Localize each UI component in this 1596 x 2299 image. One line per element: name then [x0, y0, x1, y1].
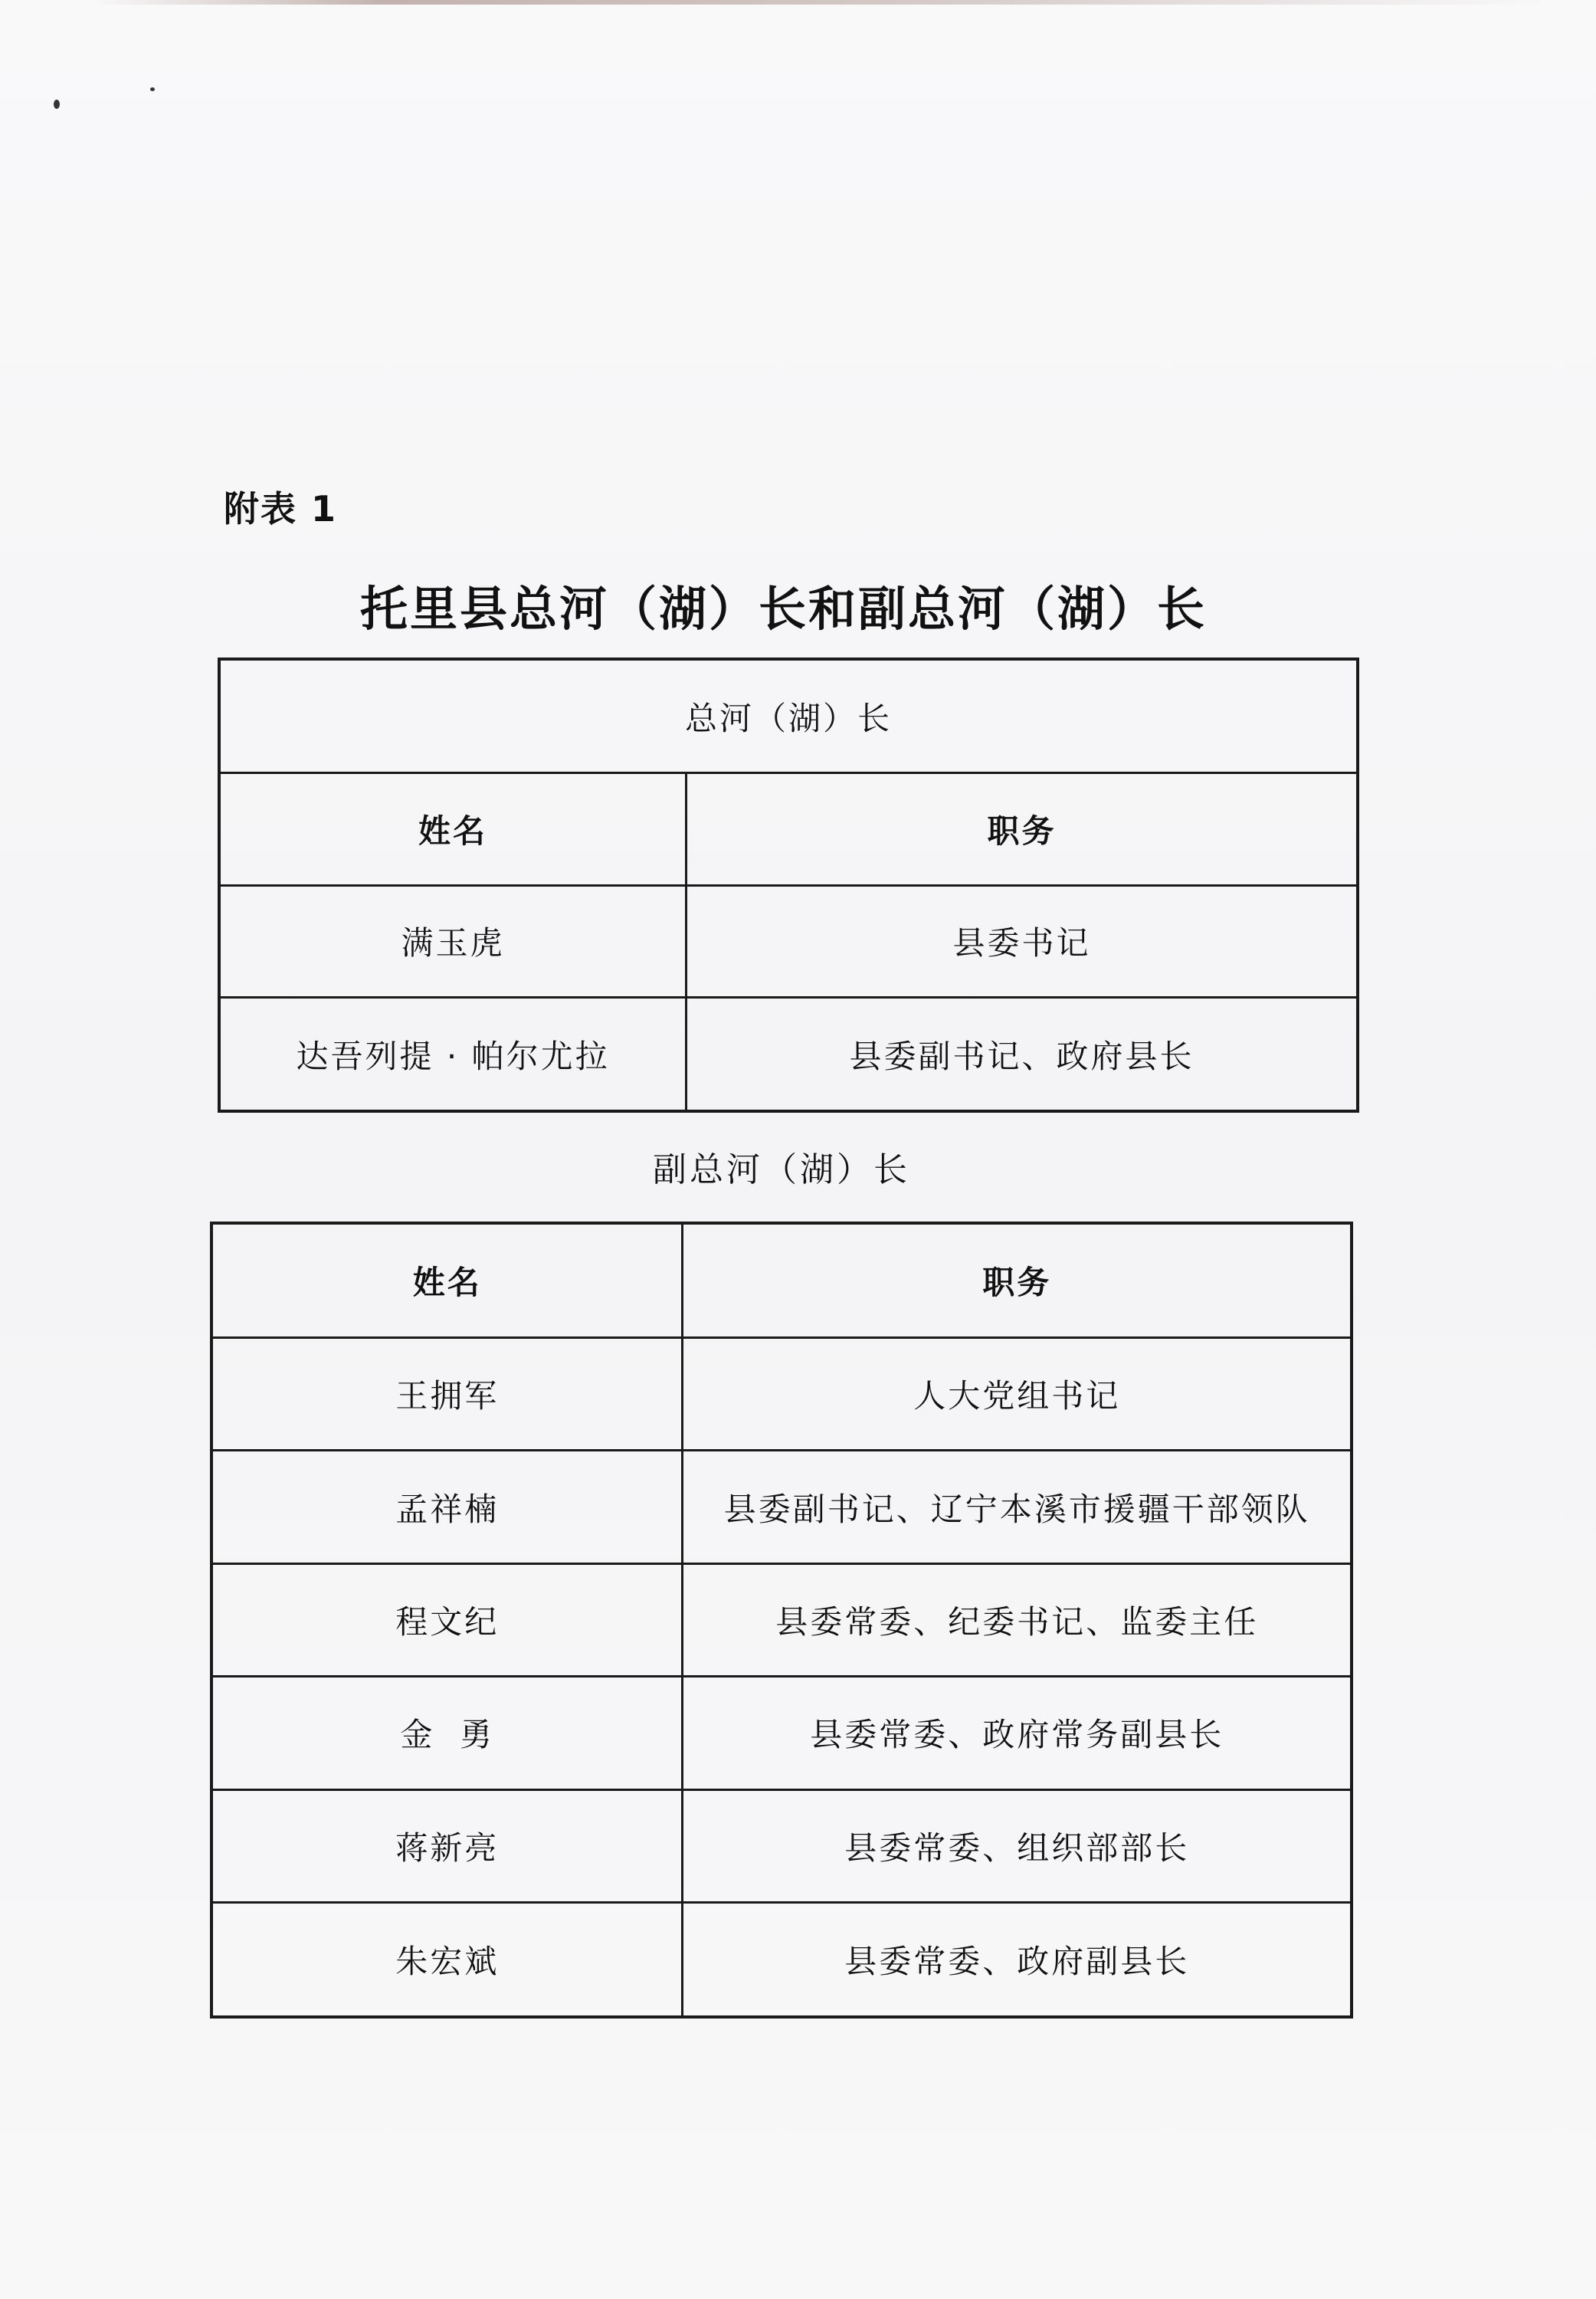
- attachment-label: 附表 1: [224, 488, 338, 530]
- name-cell: 程文纪: [213, 1563, 683, 1676]
- scan-speck: [150, 87, 155, 91]
- table-row: [213, 1451, 1350, 1563]
- name-cell: 孟祥楠: [213, 1451, 683, 1563]
- table-row: [213, 1563, 1350, 1676]
- scan-speck: [54, 100, 60, 109]
- position-column-header: 职务: [683, 1225, 1350, 1337]
- name-column-header: 姓名: [213, 1225, 683, 1337]
- position-cell: 人大党组书记: [683, 1337, 1350, 1450]
- table-row: [213, 1337, 1350, 1450]
- position-cell: 县委常委、政府副县长: [683, 1903, 1350, 2015]
- name-cell: 朱宏斌: [213, 1903, 683, 2015]
- name-cell: 达吾列提 · 帕尔尤拉: [221, 998, 687, 1110]
- name-cell: 金 勇: [213, 1677, 683, 1789]
- name-cell: 满玉虎: [221, 885, 687, 998]
- position-cell: 县委副书记、政府县长: [687, 998, 1356, 1110]
- table-row: [213, 1677, 1350, 1789]
- chief-section-title: 总河（湖）长: [221, 661, 1356, 773]
- position-cell: 县委副书记、辽宁本溪市援疆干部领队: [683, 1451, 1350, 1563]
- position-cell: 县委书记: [687, 885, 1356, 998]
- table-row: [221, 998, 1356, 1110]
- table-row: [213, 1789, 1350, 1902]
- position-cell: 县委常委、政府常务副县长: [683, 1677, 1350, 1789]
- position-cell: 县委常委、组织部部长: [683, 1789, 1350, 1902]
- paper-top-edge: [92, 0, 1548, 5]
- chief-table: [218, 658, 1359, 1113]
- table-row: [213, 1903, 1350, 2015]
- table-row: [221, 885, 1356, 998]
- deputy-table: [210, 1222, 1353, 2019]
- position-cell: 县委常委、纪委书记、监委主任: [683, 1563, 1350, 1676]
- name-cell: 王拥军: [213, 1337, 683, 1450]
- document-title: 托里县总河（湖）长和副总河（湖）长: [360, 581, 1208, 637]
- name-cell: 蒋新亮: [213, 1789, 683, 1902]
- position-column-header: 职务: [687, 773, 1356, 886]
- deputy-section-title: 副总河（湖）长: [653, 1150, 910, 1189]
- name-column-header: 姓名: [221, 773, 687, 886]
